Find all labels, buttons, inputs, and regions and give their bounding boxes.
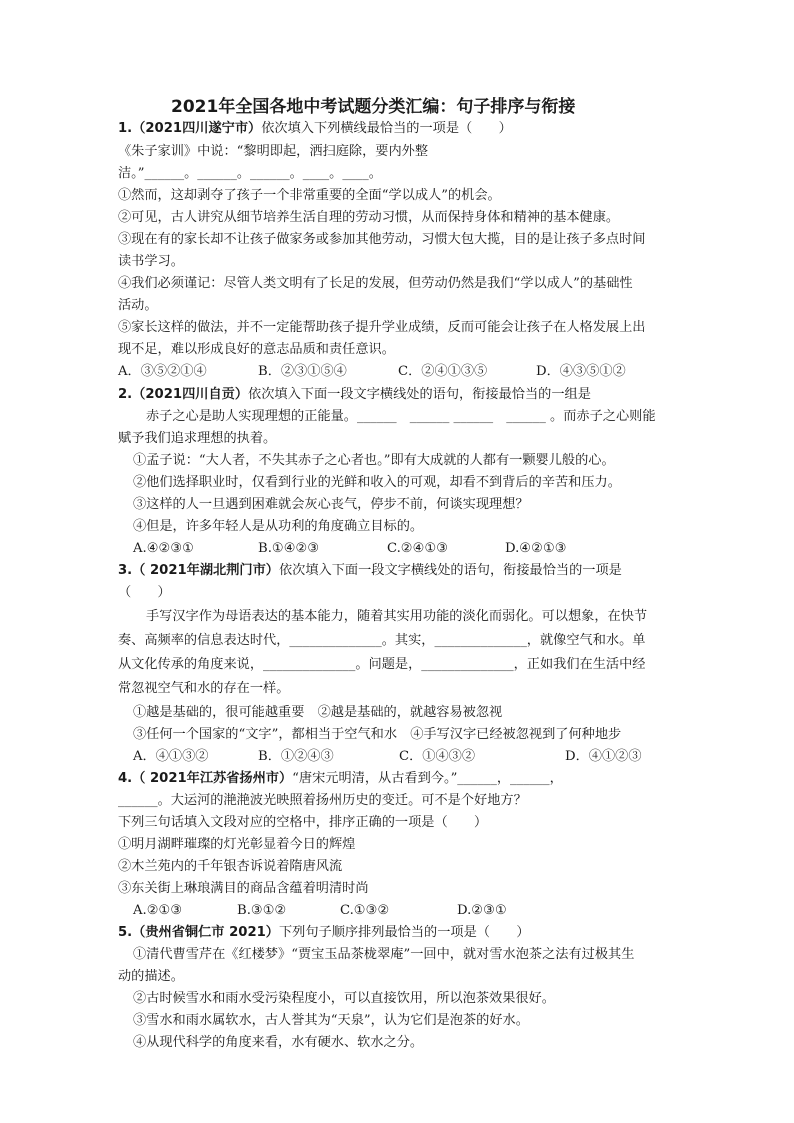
option-b[interactable]: B．①②④③ [258,749,334,764]
question-3-passage-line: 从文化传承的角度来说，______________。问题是，______________，正如我们在生活中经 [118,657,646,672]
question-3-header [118,563,622,579]
question-1-sentence-3: ③现在有的家长却不让孩子做家务或参加其他劳动，习惯大包大揽，目的是让孩子多点时间 [118,232,646,247]
question-5-header [118,925,530,941]
option-c[interactable]: C．①④③② [399,749,476,764]
question-4-sentence-2: ②木兰苑内的千年银杏诉说着隋唐风流 [118,859,343,874]
option-b[interactable]: B.③①② [237,903,287,918]
option-c[interactable]: C．②④①③⑤ [398,364,488,379]
question-2-sentence-1: ①孟子说：“大人者，不失其赤子之心者也。”即有大成就的人都有一颗婴儿般的心。 [133,453,615,468]
question-5-sentence-1-cont: 动的描述。 [118,969,184,984]
option-b[interactable]: B.①④②③ [258,541,320,556]
question-2-sentence-2: ②他们选择职业时，仅看到行业的光鲜和收入的可观，却看不到背后的辛苦和压力。 [133,475,621,490]
question-4-text: “唐宋元明清，从古看到今。”______，______， [292,771,563,786]
question-2-source: 2.（2021四川自贡） [118,387,249,402]
question-1-header [118,121,512,137]
question-1-sentence-4: ④我们必须谨记：尽管人类文明有了长足的发展，但劳动仍然是我们“学以成人”的基础性 [118,276,633,291]
question-4-options [133,903,533,919]
question-2-passage-line: 赤子之心是助人实现理想的正能量。______ ______ ______ ______ 。而赤子之心则能 [146,409,656,424]
question-3-passage-line: 奏、高频率的信息表达时代，______________。其实，______________，就像空气和水。单 [118,633,646,648]
page-title: 2021年全国各地中考试题分类汇编：句子排序与衔接 [171,97,576,117]
question-1-stem: 依次填入下列横线最恰当的一项是（ ） [261,121,512,136]
question-4-text-line: ______。大运河的滟滟波光映照着扬州历史的变迁。可不是个好地方？ [118,793,527,808]
option-c[interactable]: C.①③② [340,903,390,918]
question-3-sentences-1-2: ①越是基础的，很可能越重要 ②越是基础的，就越容易被忽视 [133,705,503,720]
option-a[interactable]: A.②①③ [133,903,183,918]
question-1-options [118,364,678,380]
option-a[interactable]: A.④②③① [133,541,195,556]
question-1-sentence-1: ①然而，这却剥夺了孩子一个非常重要的全面“学以成人”的机会。 [118,188,501,203]
option-d[interactable]: D．④①②③ [565,749,642,764]
question-3-source: 3.（ 2021年湖北荆门市） [118,563,279,578]
question-2-stem: 依次填入下面一段文字横线处的语句，衔接最恰当的一组是 [248,387,591,402]
question-1-sentence-5-cont: 现不足，难以形成良好的意志品质和责任意识。 [118,342,395,357]
option-d[interactable]: D.②③① [457,903,507,918]
question-5-sentence-1: ①清代曹雪芹在《红楼梦》“贾宝玉品茶栊翠庵”一回中，就对雪水泡茶之法有过极其生 [133,947,635,962]
question-2-sentence-3: ③这样的人一旦遇到困难就会灰心丧气，停步不前，何谈实现理想？ [133,497,529,512]
question-4-sentence-1: ①明月湖畔璀璨的灯光彰显着今日的辉煌 [118,837,356,852]
question-1-text-line: 洁。”______。______。______。____。____。 [118,166,382,181]
question-5-source: 5.（贵州省铜仁市 2021） [118,925,279,940]
question-2-passage-line: 赋予我们追求理想的执着。 [118,431,277,446]
question-4-source: 4.（ 2021年江苏省扬州市） [118,771,293,786]
question-1-sentence-2: ②可见，古人讲究从细节培养生活自理的劳动习惯，从而保持身体和精神的基本健康。 [118,210,620,225]
question-3-sentences-3-4: ③任何一个国家的“文字”，都相当于空气和水 ④手写汉字已经被忽视到了何种地步 [133,727,622,742]
question-2-sentence-4: ④但是，许多年轻人是从功利的角度确立目标的。 [133,519,424,534]
option-c[interactable]: C.②④①③ [387,541,449,556]
option-a[interactable]: A．④①③② [133,749,209,764]
question-2-header [118,387,591,403]
question-1-sentence-5: ⑤家长这样的做法，并不一定能帮助孩子提升学业成绩，反而可能会让孩子在人格发展上出 [118,320,646,335]
question-4-instruction: 下列三句话填入文段对应的空格中，排序正确的一项是（ ） [118,815,488,830]
question-3-paren: （ ） [118,585,171,600]
question-5-sentence-2: ②古时候雪水和雨水受污染程度小，可以直接饮用，所以泡茶效果很好。 [133,991,555,1006]
option-b[interactable]: B．②③①⑤④ [258,364,347,379]
question-3-stem: 依次填入下面一段文字横线处的语句，衔接最恰当的一项是 [278,563,622,578]
question-2-options [133,541,673,557]
option-d[interactable]: D.④②①③ [505,541,567,556]
option-a[interactable]: A．③⑤②①④ [118,364,207,379]
question-1-sentence-3-cont: 读书学习。 [118,254,184,269]
question-4-header [118,771,563,787]
question-1-sentence-4-cont: 活动。 [118,298,158,313]
question-5-stem: 下列句子顺序排列最恰当的一项是（ ） [278,925,530,940]
question-1-text-line: 《朱子家训》中说：“黎明即起，洒扫庭除，要内外整 [118,144,429,159]
question-4-sentence-3: ③东关街上琳琅满目的商品含蕴着明清时尚 [118,881,369,896]
question-5-sentence-4: ④从现代科学的角度来看，水有硬水、软水之分。 [133,1035,424,1050]
question-1-source: 1.（2021四川遂宁市） [118,121,262,136]
question-5-sentence-3: ③雪水和雨水属软水，古人誉其为“天泉”，认为它们是泡茶的好水。 [133,1013,529,1028]
question-3-options [133,749,673,765]
option-d[interactable]: D．④③⑤①② [536,364,626,379]
question-3-passage-line: 常忽视空气和水的存在一样。 [118,681,290,696]
question-3-passage-line: 手写汉字作为母语表达的基本能力，随着其实用功能的淡化而弱化。可以想象，在快节 [146,609,648,624]
